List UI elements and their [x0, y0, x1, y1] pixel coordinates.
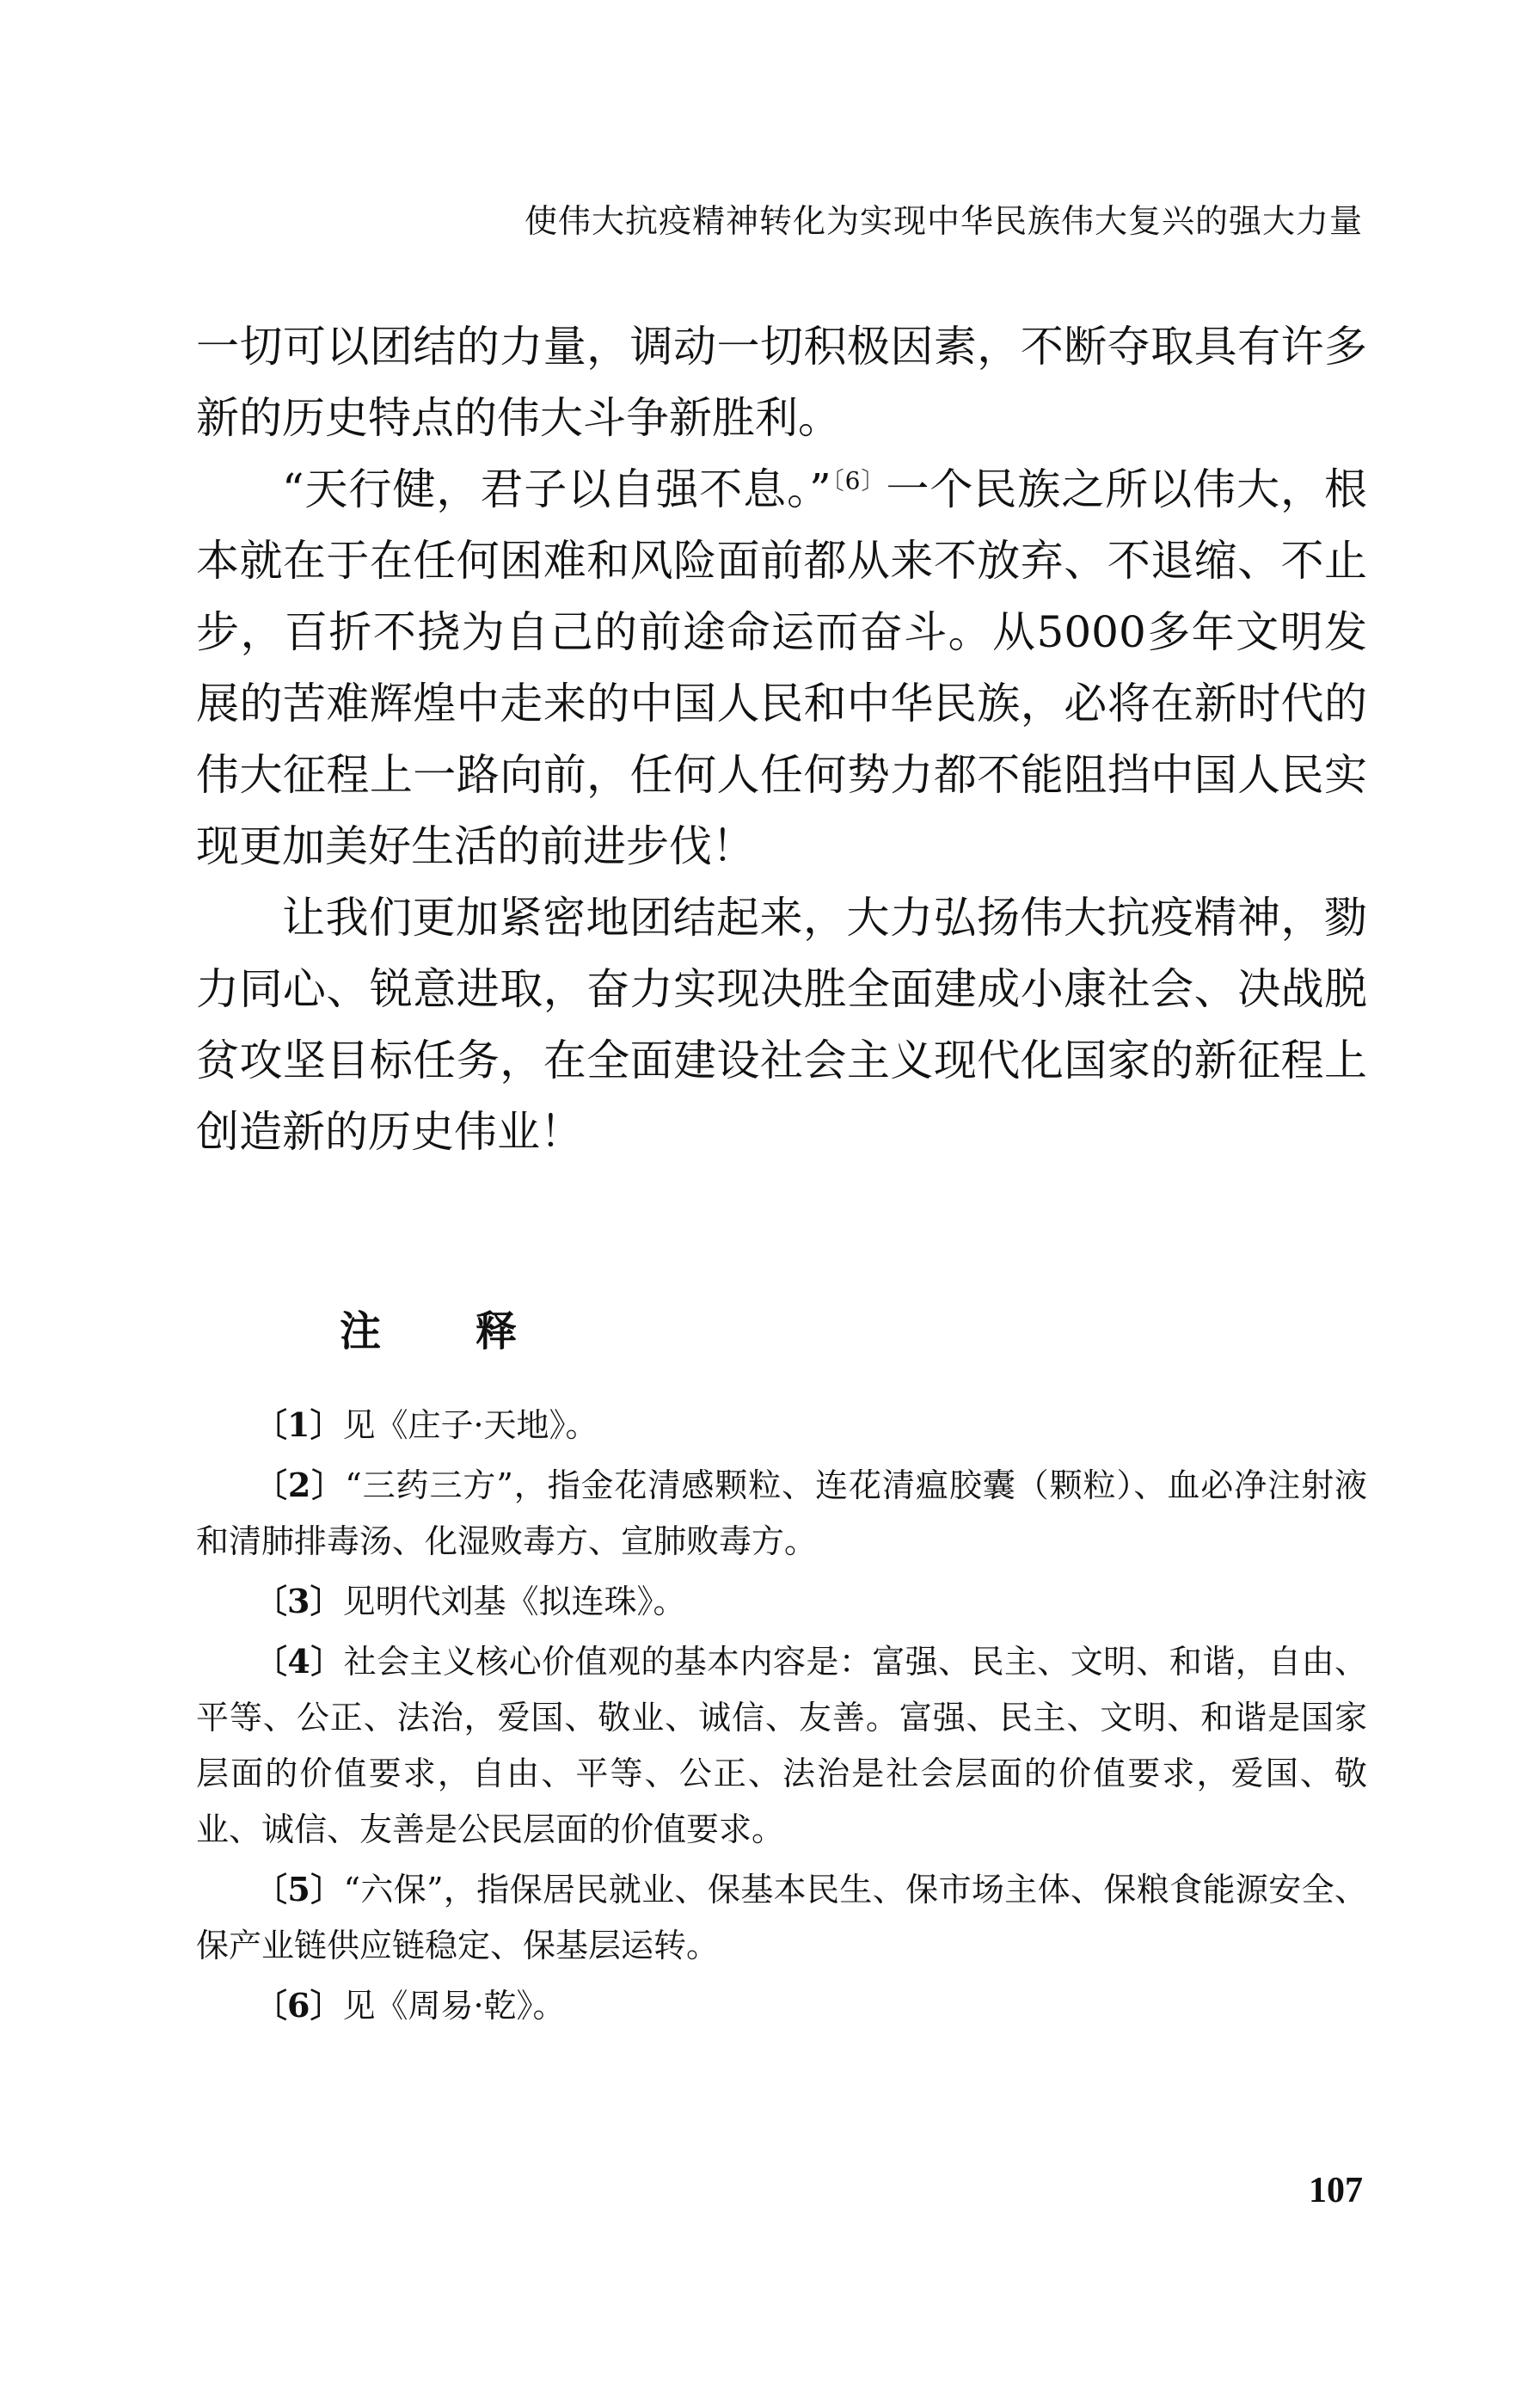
paragraph: [196, 882, 1367, 1168]
note-number: 〔1〕: [255, 1405, 343, 1444]
note-text: 见《周易·乾》。: [342, 1987, 566, 2025]
running-head: 使伟大抗疫精神转化为实现中华民族伟大复兴的强大力量: [524, 202, 1363, 240]
paragraph-text: 让我们更加紧密地团结起来，大力弘扬伟大抗疫精神，勠力同心、锐意进取，奋力实现决胜全面建成小康社会、决战脱贫攻坚目标任务，在全面建设社会主义现代化国家的新征程上创造新的历史伟业！: [196, 893, 1367, 1157]
note-item: [196, 1397, 1367, 1454]
note-number: 〔6〕: [255, 1986, 343, 2025]
note-text: 社会主义核心价值观的基本内容是：富强、民主、文明、和谐，自由、平等、公正、法治，爱国、敬业、诚信、友善。富强、民主、文明、和谐是国家层面的价值要求，自由、平等、公正、法治是社会层面的价值要求，爱国、敬业、诚信、友善是公民层面的价值要求。: [196, 1643, 1367, 1848]
notes-heading-char: 注: [340, 1307, 382, 1355]
paragraph-text: “天行健，君子以自强不息。”: [282, 464, 831, 514]
note-text: 见《庄子·天地》。: [342, 1406, 598, 1444]
note-item: [196, 1457, 1367, 1570]
note-number: 〔2〕: [255, 1466, 346, 1504]
footnote-reference: 〔6〕: [831, 466, 887, 495]
note-text: “六保”，指保居民就业、保基本民生、保市场主体、保粮食能源安全、保产业链供应链稳定、保基层运转。: [196, 1871, 1367, 1964]
paragraph: [196, 311, 1367, 454]
note-number: 〔3〕: [255, 1582, 343, 1620]
note-text: “三药三方”，指金花清感颗粒、连花清瘟胶囊（颗粒）、血必净注射液和清肺排毒汤、化湿败毒方、宣肺败毒方。: [196, 1466, 1367, 1560]
note-item: [196, 1633, 1367, 1858]
notes-list: [196, 1397, 1367, 2038]
paragraph: [196, 454, 1367, 882]
note-item: [196, 1573, 1367, 1630]
paragraph-text: 一切可以团结的力量，调动一切积极因素，不断夺取具有许多新的历史特点的伟大斗争新胜利。: [196, 322, 1367, 443]
note-number: 〔5〕: [255, 1870, 344, 1909]
note-text: 见明代刘基《拟连珠》。: [342, 1583, 686, 1620]
body-text: [196, 311, 1367, 1168]
note-item: [196, 1861, 1367, 1974]
notes-heading: [340, 1306, 517, 1357]
note-item: [196, 1977, 1367, 2034]
notes-heading-char: 释: [475, 1307, 518, 1355]
note-number: 〔4〕: [255, 1642, 344, 1681]
page-number: 107: [1309, 2171, 1363, 2210]
paragraph-text: 一个民族之所以伟大，根本就在于在任何困难和风险面前都从来不放弃、不退缩、不止步，百折不挠为自己的前途命运而奋斗。从5000多年文明发展的苦难辉煌中走来的中国人民和中华民族，必将在新时代的伟大征程上一路向前，任何人任何势力都不能阻挡中国人民实现更加美好生活的前进步伐！: [196, 464, 1368, 871]
